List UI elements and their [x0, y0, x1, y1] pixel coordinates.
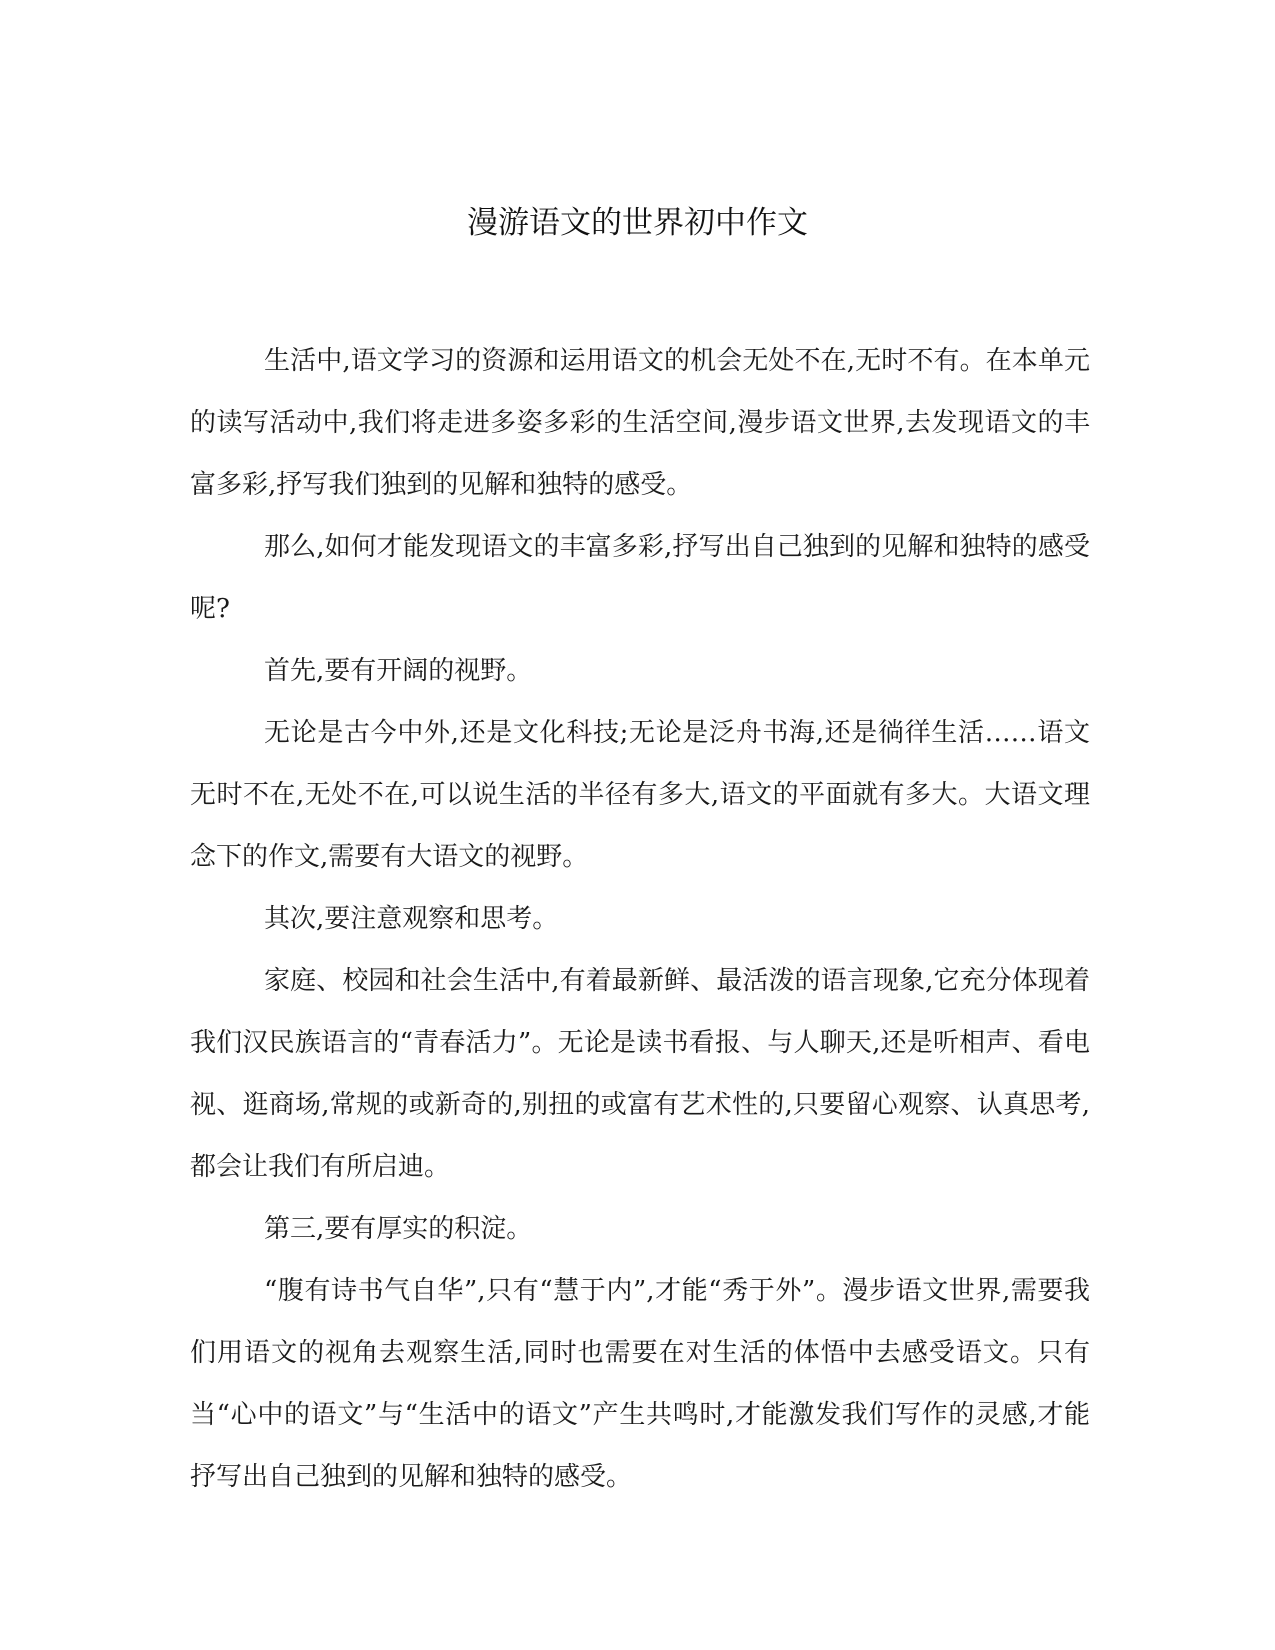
paragraph-6: 家庭、校园和社会生活中,有着最新鲜、最活泼的语言现象,它充分体现着我们汉民族语言的“青春活力”。无论是读书看报、与人聊天,还是听相声、看电视、逛商场,常规的或新奇的,别扭的或富有艺术性的,只要留心观察、认真思考,都会让我们有所启迪。	[190, 966, 1090, 1182]
document-body	[190, 330, 1090, 1508]
paragraph-4: 无论是古今中外,还是文化科技;无论是泛舟书海,还是徜徉生活……语文无时不在,无处不在,可以说生活的半径有多大,语文的平面就有多大。大语文理念下的作文,需要有大语文的视野。	[190, 718, 1090, 872]
paragraph-2: 那么,如何才能发现语文的丰富多彩,抒写出自己独到的见解和独特的感受呢?	[190, 532, 1090, 624]
paragraph-1: 生活中,语文学习的资源和运用语文的机会无处不在,无时不有。在本单元的读写活动中,我们将走进多姿多彩的生活空间,漫步语文世界,去发现语文的丰富多彩,抒写我们独到的见解和独特的感受。	[190, 346, 1090, 500]
paragraph-3: 首先,要有开阔的视野。	[264, 656, 533, 686]
paragraph-5: 其次,要注意观察和思考。	[264, 904, 559, 934]
paragraph-8: “腹有诗书气自华”,只有“慧于内”,才能“秀于外”。漫步语文世界,需要我们用语文的视角去观察生活,同时也需要在对生活的体悟中去感受语文。只有当“心中的语文”与“生活中的语文”产生共鸣时,才能激发我们写作的灵感,才能抒写出自己独到的见解和独特的感受。	[190, 1276, 1090, 1492]
paragraph-7: 第三,要有厚实的积淀。	[264, 1214, 533, 1244]
document-title: 漫游语文的世界初中作文	[467, 205, 808, 241]
